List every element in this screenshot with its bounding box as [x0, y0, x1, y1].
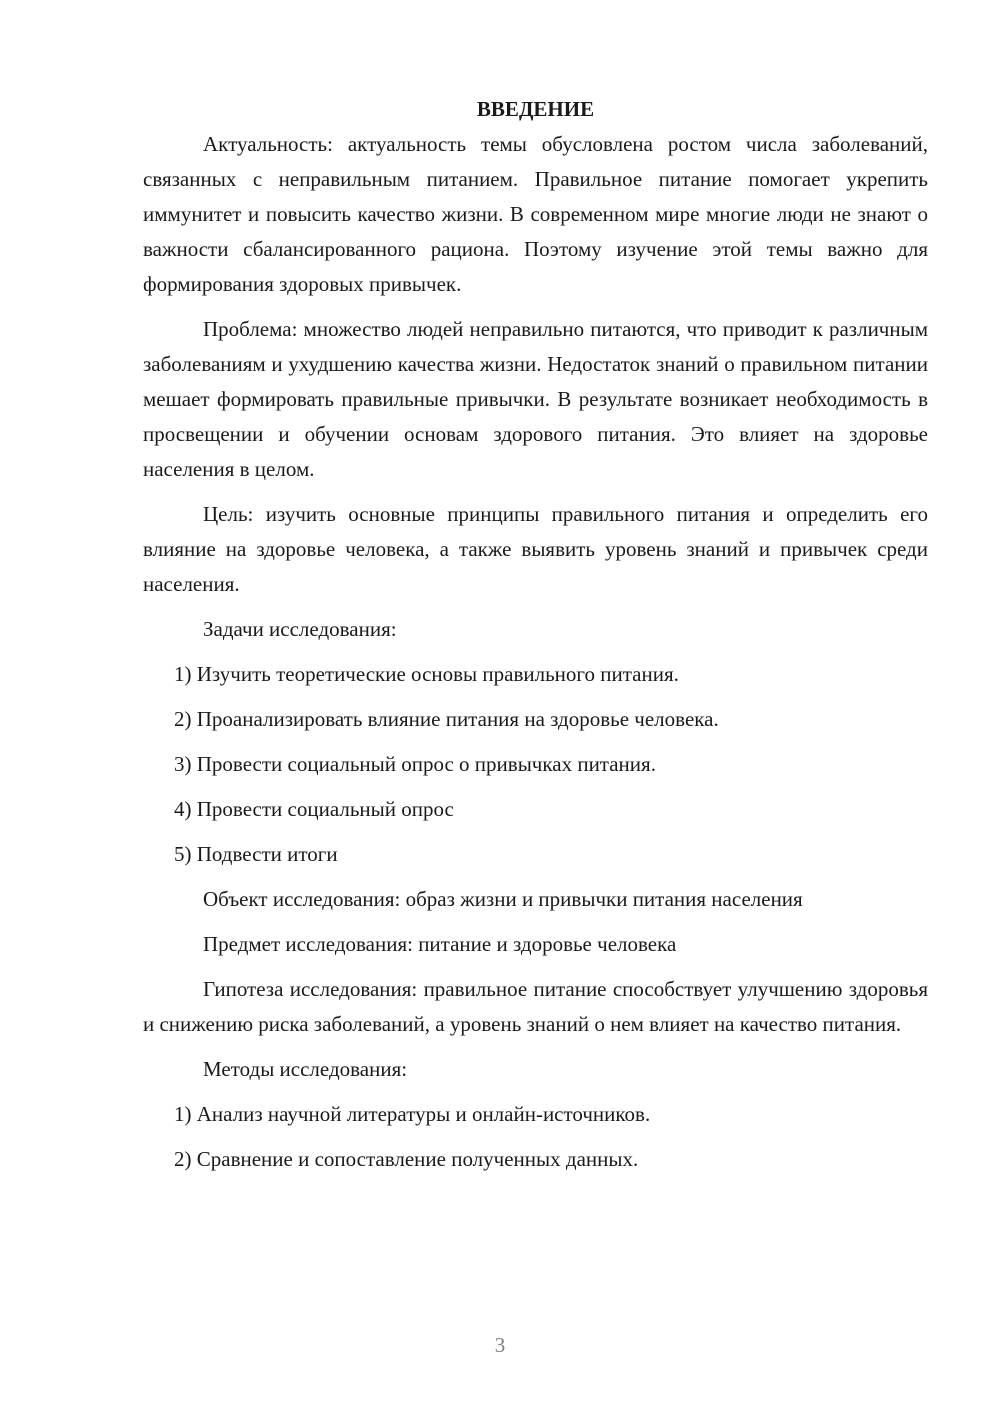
research-object: Объект исследования: образ жизни и привычки питания населения	[203, 887, 803, 911]
task-item: 5) Подвести итоги	[174, 842, 338, 866]
research-subject: Предмет исследования: питание и здоровье человека	[203, 932, 677, 956]
task-item: 4) Провести социальный опрос	[174, 797, 454, 821]
goal-paragraph: Цель: изучить основные принципы правильного питания и определить его влияние на здоровье человека, а также выявить уровень знаний и привычек среди населения.	[143, 502, 928, 596]
method-item: 2) Сравнение и сопоставление полученных данных.	[174, 1147, 639, 1171]
relevance-paragraph: Актуальность: актуальность темы обусловлена ростом числа заболеваний, связанных с неправильным питанием. Правильное питание помогает укрепить иммунитет и повысить качество жизни. В современном мире многие люди не знают о важности сбалансированного рациона. Поэтому изучение этой темы важно для формирования здоровых привычек.	[143, 132, 928, 296]
hypothesis-paragraph: Гипотеза исследования: правильное питание способствует улучшению здоровья и снижению риска заболеваний, а уровень знаний о нем влияет на качество питания.	[143, 977, 928, 1036]
tasks-heading: Задачи исследования:	[203, 617, 397, 641]
page-title: ВВЕДЕНИЕ	[476, 97, 595, 121]
task-item: 2) Проанализировать влияние питания на здоровье человека.	[174, 707, 719, 731]
methods-heading: Методы исследования:	[203, 1057, 408, 1081]
task-item: 1) Изучить теоретические основы правильного питания.	[174, 662, 679, 686]
problem-paragraph: Проблема: множество людей неправильно питаются, что приводит к различным заболеваниям и ухудшению качества жизни. Недостаток знаний о правильном питании мешает формировать правильные привычки. В результате возникает необходимость в просвещении и обучении основам здорового питания. Это влияет на здоровье населения в целом.	[143, 317, 928, 481]
method-item: 1) Анализ научной литературы и онлайн-источников.	[174, 1102, 651, 1126]
task-item: 3) Провести социальный опрос о привычках питания.	[174, 752, 656, 776]
page-number: 3	[494, 1333, 506, 1357]
document-page	[143, 92, 928, 1187]
